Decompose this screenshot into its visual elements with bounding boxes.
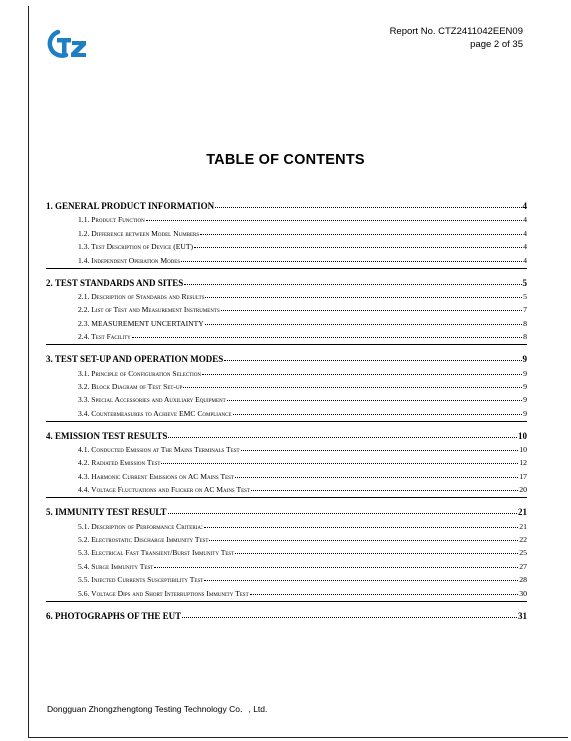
toc-page-number: 28 xyxy=(519,575,527,585)
toc-subsection-row[interactable] xyxy=(46,454,527,467)
toc-page-number: 8 xyxy=(523,332,527,342)
toc-subsection-row[interactable] xyxy=(46,531,527,544)
toc-leader-dots xyxy=(181,261,522,262)
toc-subsection-label: 5.5. Injected Currents Susceptibility Test xyxy=(78,575,204,585)
toc-leader-dots xyxy=(168,513,517,514)
toc-subsection-label: 1.3. Test Description of Device (EUT) xyxy=(78,242,194,252)
toc-leader-dots xyxy=(205,324,522,325)
toc-leader-dots xyxy=(215,207,521,208)
toc-subsection-row[interactable] xyxy=(46,251,527,264)
toc-leader-dots xyxy=(235,553,518,554)
section-separator xyxy=(46,344,527,345)
toc-subsection-row[interactable] xyxy=(46,467,527,480)
toc-leader-dots xyxy=(227,400,522,401)
toc-subsection-label: 3.4. Countermeasures to Achieve EMC Compliance xyxy=(78,408,232,418)
toc-section-row[interactable] xyxy=(46,426,527,441)
section-separator xyxy=(46,268,527,269)
footer-company: Dongguan Zhongzhengtong Testing Technology Co．, Ltd. xyxy=(47,704,268,714)
toc-subsection-row[interactable] xyxy=(46,571,527,584)
toc-page-number: 25 xyxy=(519,548,527,558)
toc-subsection-row[interactable] xyxy=(46,557,527,570)
toc-subsection-row[interactable] xyxy=(46,364,527,377)
toc-leader-dots xyxy=(250,594,519,595)
toc-subsection-row[interactable] xyxy=(46,517,527,530)
toc-subsection-label: 4.4. Voltage Fluctuations and Flicker on AC Mains Test xyxy=(78,485,250,495)
toc-page-number: 4 xyxy=(523,242,527,252)
toc-page-number: 9 xyxy=(523,408,527,418)
toc-subsection-label: 3.1. Principle of Configuration Selection xyxy=(78,368,202,378)
toc-section-label: 4. EMISSION TEST RESULTS xyxy=(46,430,168,441)
toc-subsection-label: 2.2. List of Test and Measurement Instruments xyxy=(78,305,220,315)
toc-section-label: 5. IMMUNITY TEST RESULT xyxy=(46,507,167,518)
toc-page-number: 22 xyxy=(519,535,527,545)
toc-subsection-label: 5.4. Surge Immunity Test xyxy=(78,561,154,571)
toc-section-row[interactable] xyxy=(46,196,527,211)
toc-section-row[interactable] xyxy=(46,606,527,621)
toc-page-number: 9 xyxy=(523,381,527,391)
toc-subsection-label: 5.2. Electrostatic Discharge Immunity Test xyxy=(78,535,209,545)
toc-page-number: 4 xyxy=(523,255,527,265)
toc-page-number: 7 xyxy=(523,305,527,315)
toc-leader-dots xyxy=(241,450,519,451)
toc-subsection-label: 2.4. Test Facility xyxy=(78,332,131,342)
toc-leader-dots xyxy=(221,310,522,311)
table-of-contents xyxy=(46,196,527,621)
toc-subsection-row[interactable] xyxy=(46,288,527,301)
toc-page-number: 30 xyxy=(519,588,527,598)
toc-section-label: 6. PHOTOGRAPHS OF THE EUT xyxy=(46,610,182,621)
toc-subsection-label: 4.3. Harmonic Current Emissions on AC Mains Test xyxy=(78,471,234,481)
toc-leader-dots xyxy=(209,540,518,541)
toc-leader-dots xyxy=(184,284,521,285)
toc-leader-dots xyxy=(132,337,522,338)
toc-subsection-label: 2.3. MEASUREMENT UNCERTAINTY xyxy=(78,318,204,328)
toc-leader-dots xyxy=(204,527,518,528)
section-separator xyxy=(46,421,527,422)
toc-page-number: 4 xyxy=(523,215,527,225)
toc-page-number: 27 xyxy=(519,561,527,571)
toc-page-number: 9 xyxy=(523,368,527,378)
toc-leader-dots xyxy=(205,297,522,298)
company-logo-icon xyxy=(44,26,100,62)
toc-page-number: 4 xyxy=(523,228,527,238)
page-indicator: page 2 of 35 xyxy=(470,39,523,50)
toc-leader-dots xyxy=(235,477,518,478)
toc-subsection-label: 3.3. Special Accessories and Auxiliary Equipment xyxy=(78,395,226,405)
toc-subsection-row[interactable] xyxy=(46,328,527,341)
toc-subsection-row[interactable] xyxy=(46,584,527,597)
toc-section-label: 3. TEST SET-UP AND OPERATION MODES xyxy=(46,354,224,365)
toc-subsection-row[interactable] xyxy=(46,441,527,454)
toc-subsection-row[interactable] xyxy=(46,391,527,404)
toc-page-number: 10 xyxy=(518,430,527,441)
toc-subsection-label: 1.2. Difference between Model Numbers xyxy=(78,228,200,238)
toc-subsection-row[interactable] xyxy=(46,404,527,417)
toc-leader-dots xyxy=(202,374,522,375)
toc-subsection-label: 4.1. Conducted Emission at The Mains Terminals Test xyxy=(78,445,240,455)
toc-subsection-row[interactable] xyxy=(46,481,527,494)
toc-section-row[interactable] xyxy=(46,349,527,364)
toc-page-number: 9 xyxy=(523,395,527,405)
toc-subsection-label: 4.2. Radiated Emission Test xyxy=(78,458,161,468)
toc-page-number: 17 xyxy=(519,471,527,481)
toc-subsection-label: 5.1. Description of Performance Criteria: xyxy=(78,521,204,531)
toc-subsection-label: 1.4. Independent Operation Modes xyxy=(78,255,181,265)
toc-title: TABLE OF CONTENTS xyxy=(206,152,365,168)
toc-page-number: 21 xyxy=(519,521,527,531)
toc-subsection-row[interactable] xyxy=(46,211,527,224)
toc-subsection-label: 5.3. Electrical Fast Transient/Burst Immunity Test xyxy=(78,548,235,558)
toc-page-number: 9 xyxy=(522,354,527,365)
toc-section-label: 2. TEST STANDARDS AND SITES xyxy=(46,277,184,288)
toc-leader-dots xyxy=(194,247,522,248)
toc-subsection-row[interactable] xyxy=(46,238,527,251)
toc-page-number: 5 xyxy=(522,277,527,288)
toc-page-number: 20 xyxy=(519,485,527,495)
toc-leader-dots xyxy=(200,234,522,235)
report-number: Report No. CTZ2411042EEN09 xyxy=(389,26,523,37)
toc-page-number: 31 xyxy=(518,610,527,621)
toc-page-number: 12 xyxy=(519,458,527,468)
toc-subsection-label: 3.2. Block Diagram of Test Set-up xyxy=(78,381,183,391)
toc-section-row[interactable] xyxy=(46,273,527,288)
toc-leader-dots xyxy=(224,360,521,361)
toc-section-label: 1. GENERAL PRODUCT INFORMATION xyxy=(46,201,215,211)
toc-page-number: 10 xyxy=(519,445,527,455)
toc-subsection-row[interactable] xyxy=(46,314,527,327)
toc-leader-dots xyxy=(161,463,518,464)
toc-page-number: 5 xyxy=(523,291,527,301)
toc-leader-dots xyxy=(154,567,518,568)
toc-subsection-row[interactable] xyxy=(46,301,527,314)
section-separator xyxy=(46,497,527,498)
toc-page-number: 4 xyxy=(522,201,527,211)
toc-page-number: 8 xyxy=(523,318,527,328)
toc-leader-dots xyxy=(168,437,517,438)
toc-leader-dots xyxy=(233,414,523,415)
section-separator xyxy=(46,601,527,602)
toc-leader-dots xyxy=(146,220,522,221)
toc-subsection-label: 1.1. Product Function xyxy=(78,215,145,225)
toc-subsection-row[interactable] xyxy=(46,378,527,391)
toc-subsection-label: 5.6. Voltage Dips and Short Interruptions Immunity Test xyxy=(78,588,249,598)
toc-leader-dots xyxy=(183,387,522,388)
toc-leader-dots xyxy=(182,617,517,618)
toc-leader-dots xyxy=(204,580,518,581)
toc-leader-dots xyxy=(251,490,518,491)
toc-subsection-row[interactable] xyxy=(46,544,527,557)
toc-subsection-row[interactable] xyxy=(46,224,527,237)
toc-section-row[interactable] xyxy=(46,502,527,517)
toc-subsection-label: 2.1. Description of Standards and Results xyxy=(78,291,205,301)
report-header xyxy=(390,25,523,51)
toc-page-number: 21 xyxy=(518,507,527,518)
